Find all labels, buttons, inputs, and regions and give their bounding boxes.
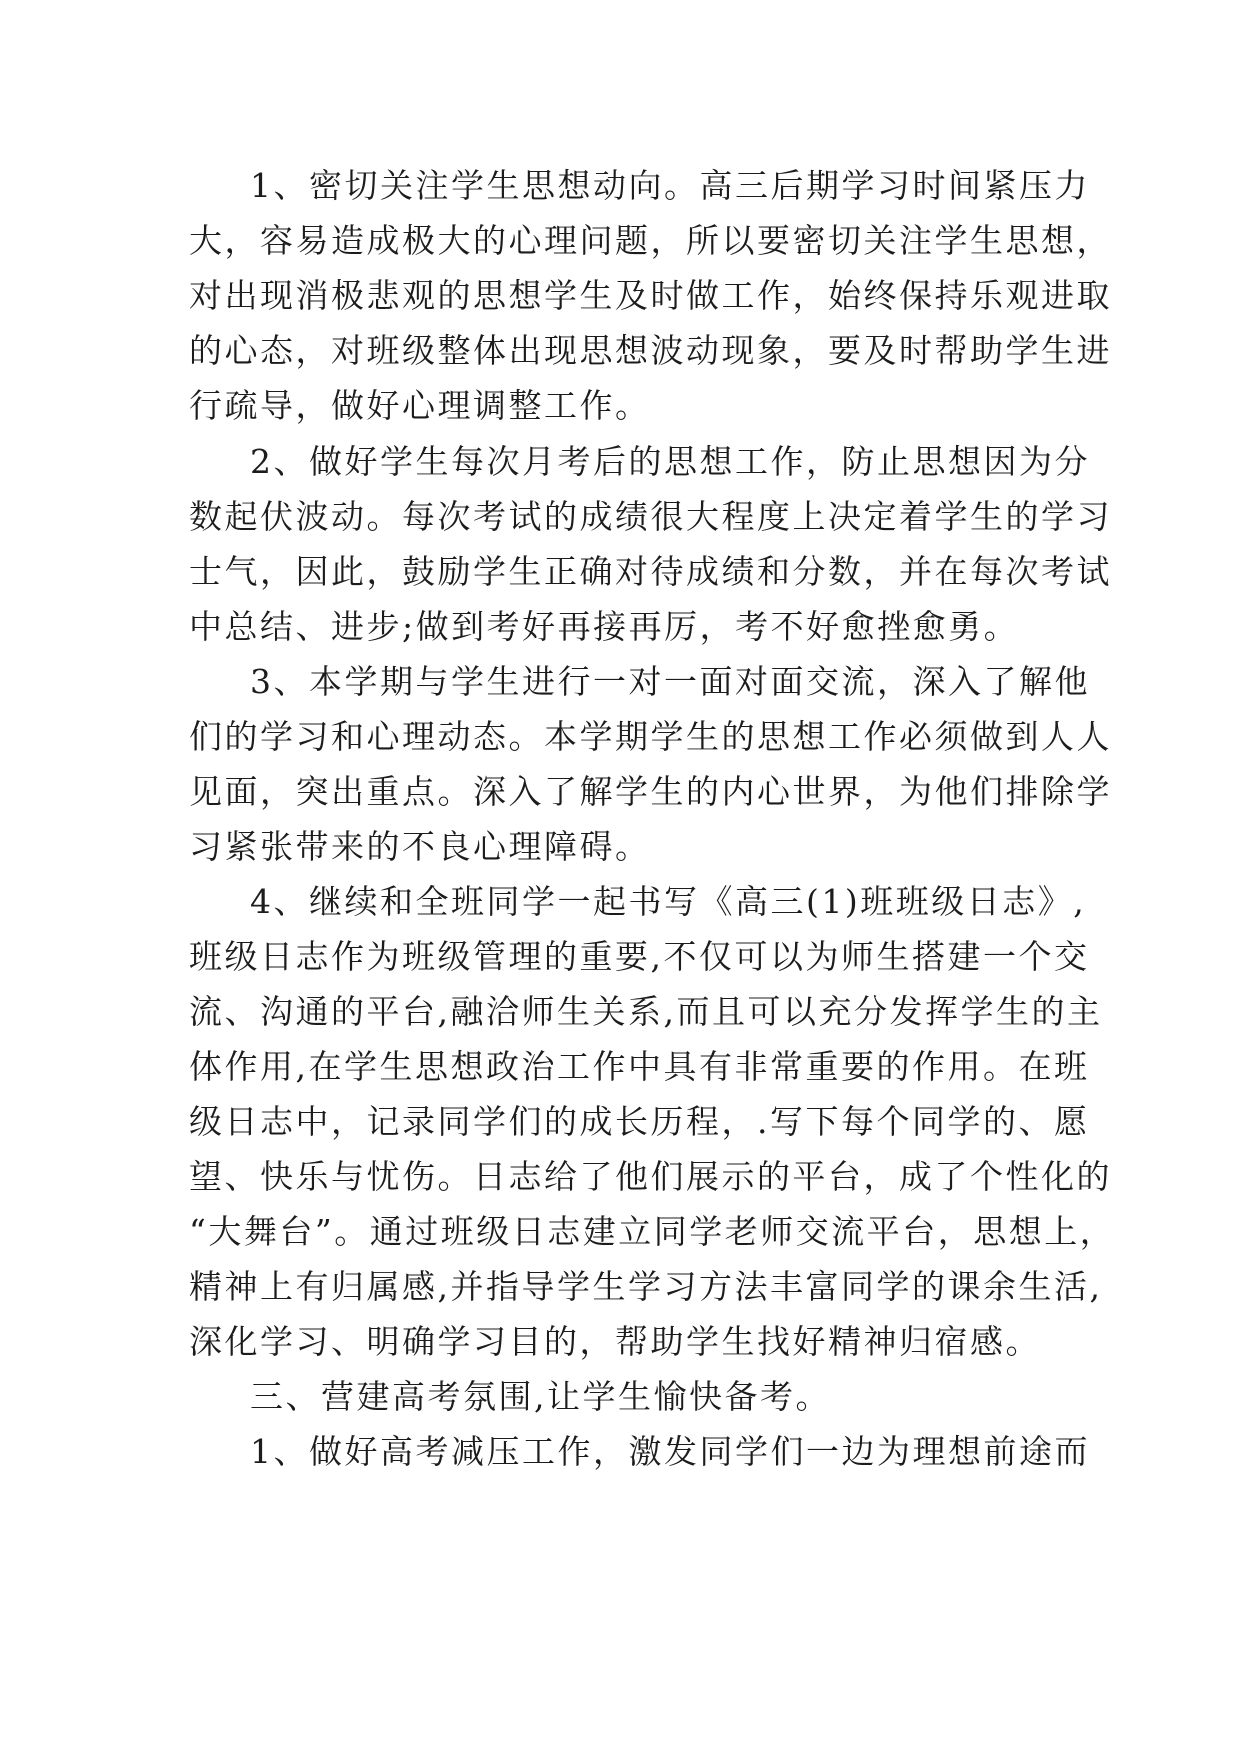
paragraph-3-line-2: 们的学习和心理动态。本学期学生的思想工作必须做到人人 xyxy=(189,717,1112,756)
paragraph-1-line-5: 行疏导，做好心理调整工作。 xyxy=(189,386,651,425)
paragraph-4-line-2: 班级日志作为班级管理的重要,不仅可以为师生搭建一个交 xyxy=(189,937,1090,976)
paragraph-2-line-1: 2、做好学生每次月考后的思想工作，防止思想因为分 xyxy=(250,442,1090,481)
paragraph-1-line-1: 1、密切关注学生思想动向。高三后期学习时间紧压力 xyxy=(250,166,1090,205)
paragraph-4-line-4: 体作用,在学生思想政治工作中具有非常重要的作用。在班 xyxy=(189,1047,1090,1086)
paragraph-2-line-4: 中总结、进步;做到考好再接再厉，考不好愈挫愈勇。 xyxy=(189,607,1020,646)
paragraph-4-line-7: “大舞台”。通过班级日志建立同学老师交流平台，思想上， xyxy=(189,1212,1116,1251)
paragraph-4-line-3: 流、沟通的平台,融洽师生关系,而且可以充分发挥学生的主 xyxy=(189,992,1103,1031)
section-heading-three: 三、营建高考氛围,让学生愉快备考。 xyxy=(250,1377,831,1416)
paragraph-4-line-1: 4、继续和全班同学一起书写《高三(1)班班级日志》, xyxy=(250,882,1087,921)
paragraph-2-line-2: 数起伏波动。每次考试的成绩很大程度上决定着学生的学习 xyxy=(189,497,1112,536)
paragraph-1-line-3: 对出现消极悲观的思想学生及时做工作，始终保持乐观进取 xyxy=(189,276,1112,315)
paragraph-2-line-3: 士气，因此，鼓励学生正确对待成绩和分数，并在每次考试 xyxy=(189,552,1112,591)
paragraph-4-line-8: 精神上有归属感,并指导学生学习方法丰富同学的课余生活, xyxy=(189,1267,1103,1306)
paragraph-4-line-9: 深化学习、明确学习目的，帮助学生找好精神归宿感。 xyxy=(189,1322,1041,1361)
paragraph-4-line-6: 望、快乐与忧伤。日志给了他们展示的平台，成了个性化的 xyxy=(189,1157,1112,1196)
paragraph-3-line-1: 3、本学期与学生进行一对一面对面交流，深入了解他 xyxy=(250,662,1090,701)
paragraph-1-line-4: 的心态，对班级整体出现思想波动现象，要及时帮助学生进 xyxy=(189,331,1112,370)
paragraph-3-line-3: 见面，突出重点。深入了解学生的内心世界，为他们排除学 xyxy=(189,772,1112,811)
paragraph-6-line-1: 1、做好高考减压工作，激发同学们一边为理想前途而 xyxy=(250,1432,1090,1471)
paragraph-4-line-5: 级日志中，记录同学们的成长历程，.写下每个同学的、愿 xyxy=(189,1102,1090,1141)
paragraph-3-line-4: 习紧张带来的不良心理障碍。 xyxy=(189,827,651,866)
paragraph-1-line-2: 大，容易造成极大的心理问题，所以要密切关注学生思想， xyxy=(189,221,1112,260)
